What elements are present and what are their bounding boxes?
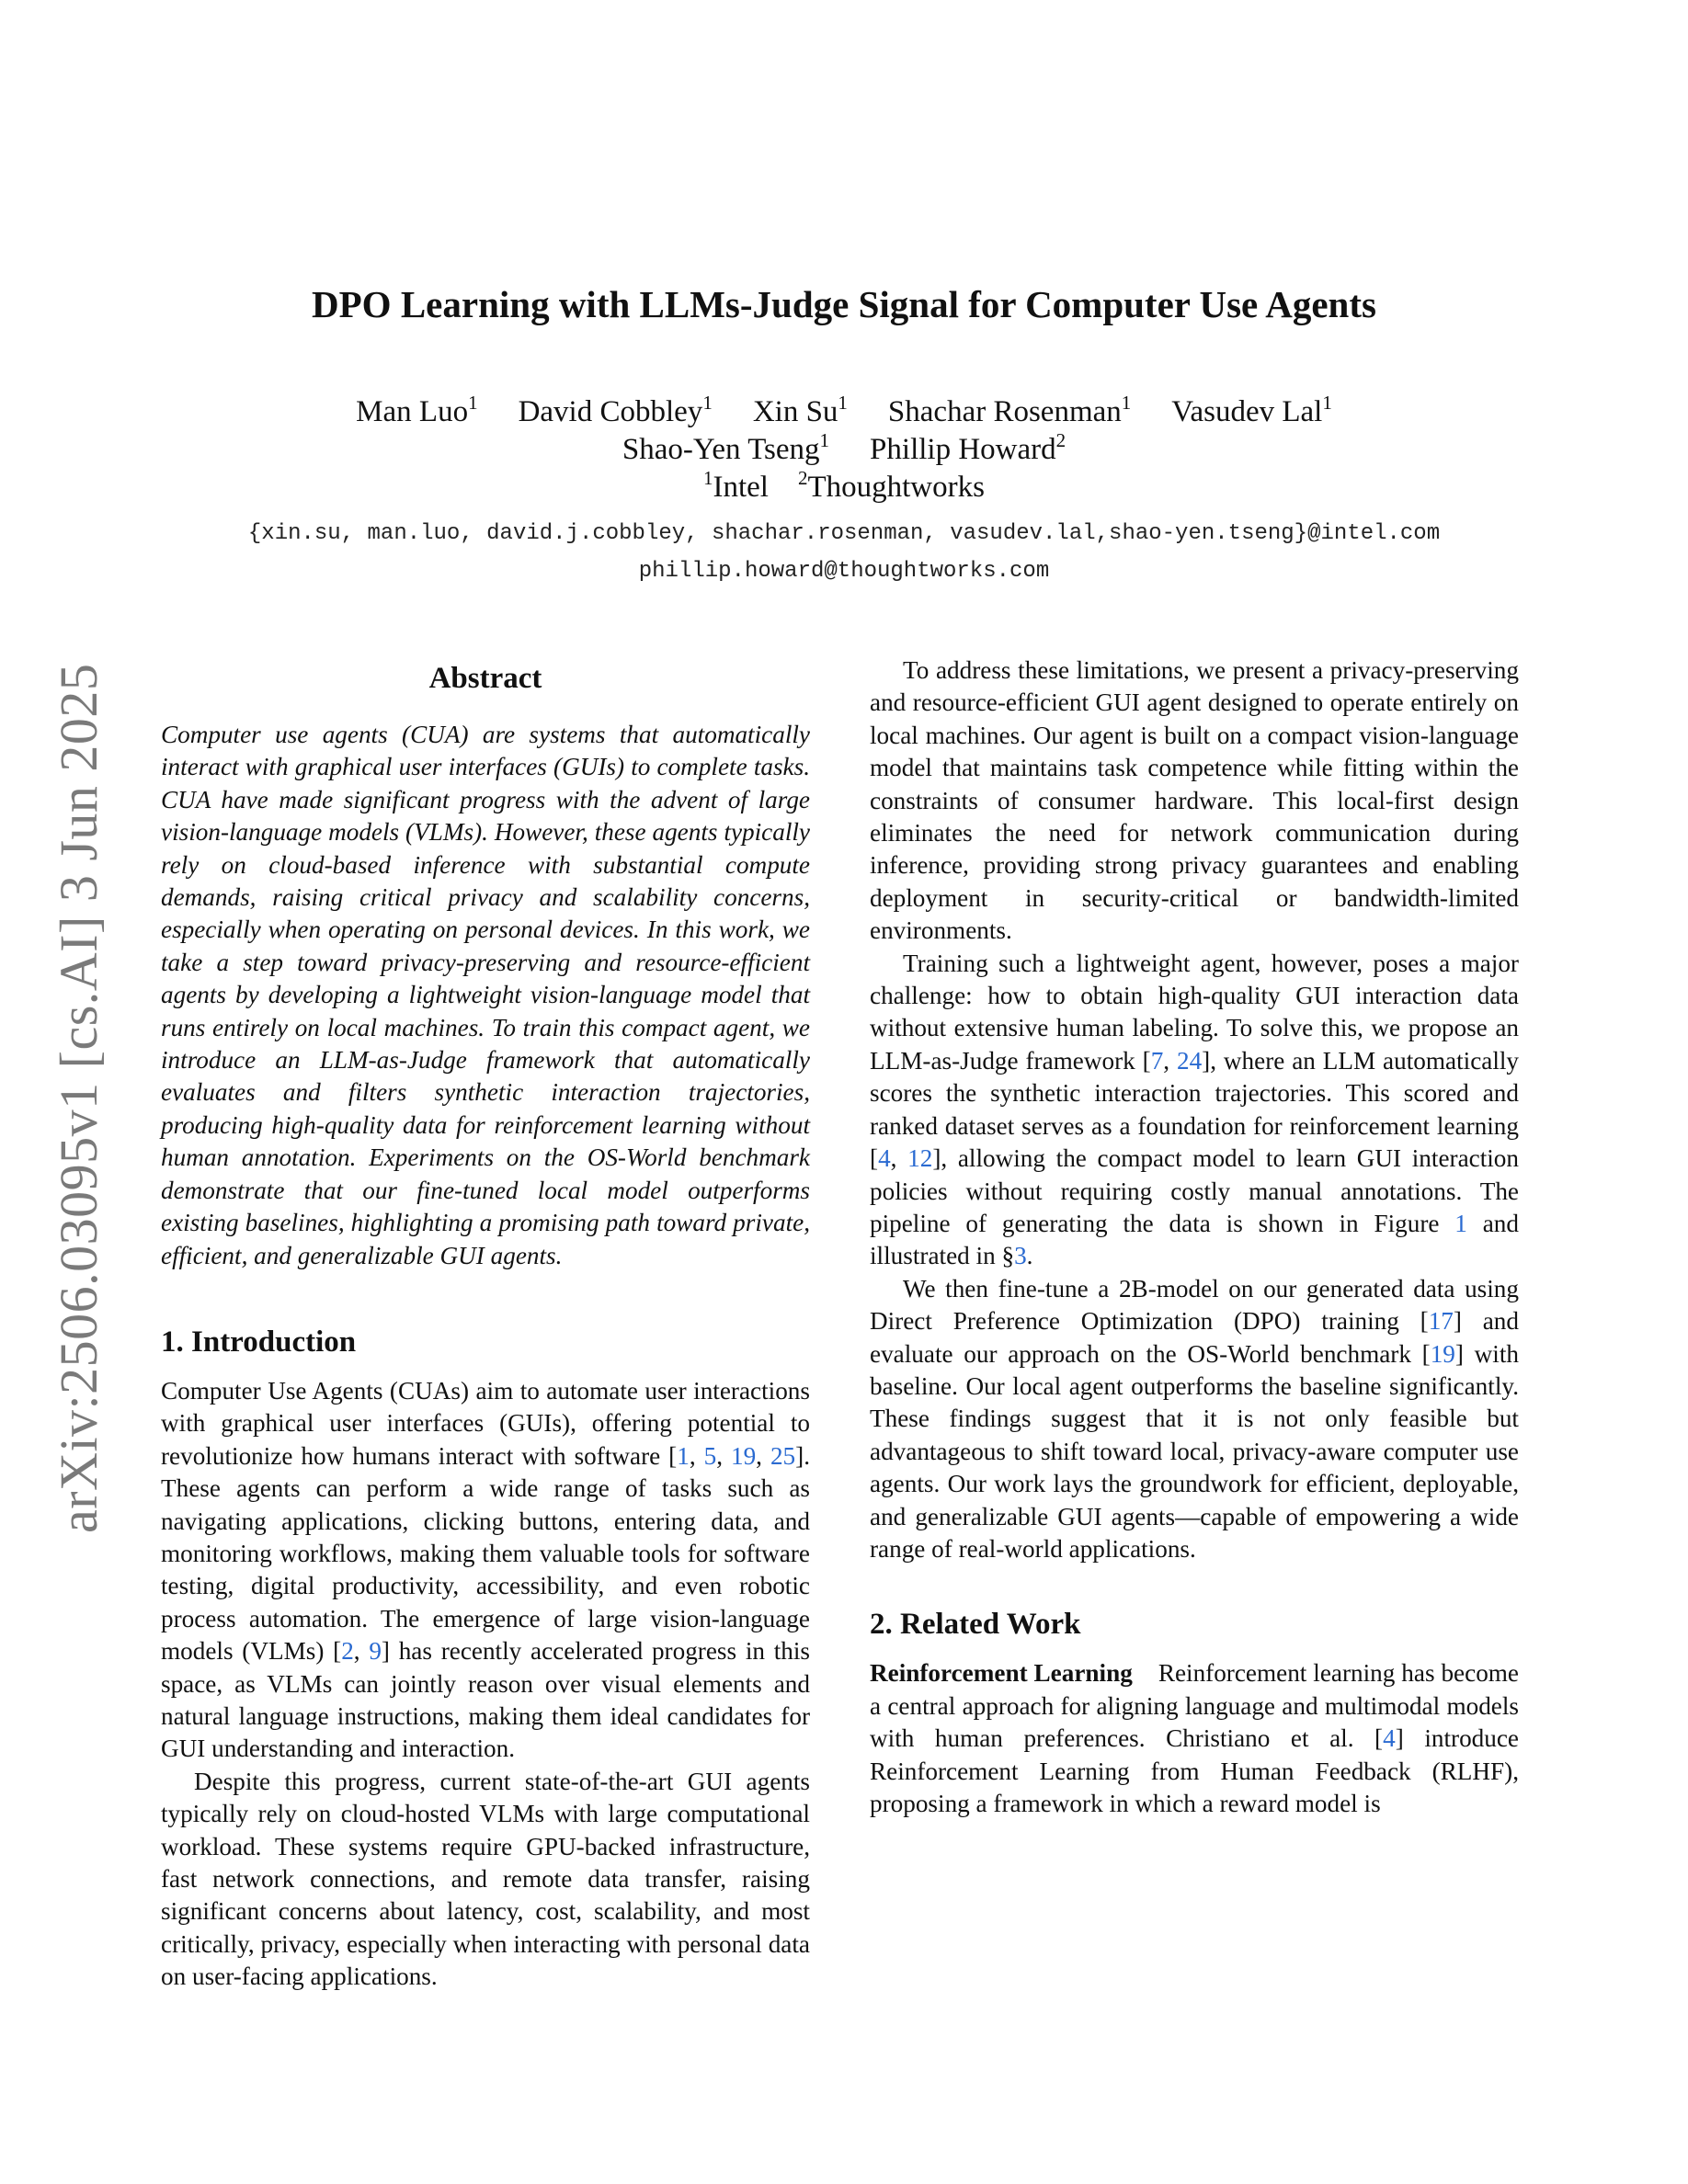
related-work-heading: 2. Related Work [870,1608,1081,1642]
author-name [1171,393,1332,431]
author-name-text: David Cobbley [518,395,703,428]
author-name [356,393,477,431]
citation-link[interactable]: 12 [907,1144,933,1173]
text-run: , [1163,1046,1177,1075]
text-run: , [716,1441,731,1470]
author-name-text: Xin Su [752,395,838,428]
author-name-text: Shachar Rosenman [887,395,1122,428]
text-run: ] introduce Reinforcement Learning from Human Feedback (RLHF), proposing a framework in which a reward model is [870,1724,1519,1817]
text-run: , [890,1144,908,1173]
introduction-heading: 1. Introduction [161,1325,357,1359]
text-run: Despite this progress, current state-of-the-art GUI agents typically rely on cloud-hosted VLMs with large computational workload. These systems require GPU-backed infrastructure, fast network connections, and remote data transfer, raising significant concerns about latency, cost, scalability, and most critically, privacy, especially when interacting with personal data on user-facing applications. [161,1767,810,1991]
affiliation-marker: 1 [819,429,830,451]
author-block [0,393,1688,506]
authors-line-2 [0,431,1688,469]
citation-link[interactable]: 17 [1428,1307,1454,1336]
authors-line-1 [0,393,1688,431]
affiliations [0,469,1688,506]
citation-link[interactable]: 4 [878,1144,891,1173]
text-run: , [353,1637,370,1666]
intro-paragraph-1 [161,1375,810,1766]
text-run: Computer Use Agents (CUAs) aim to automate user interactions with graphical user interfaces (GUIs), offering potential to revolutionize how humans interact with software [ [161,1376,810,1470]
email-thoughtworks: phillip.howard@thoughtworks.com [638,559,1050,584]
affiliation-marker: 1 [468,392,478,414]
abstract-heading: Abstract [428,662,542,695]
reinforcement-learning-runin-heading: Reinforcement Learning [870,1659,1133,1688]
text-run: Training such a lightweight agent, however, poses a major challenge: how to obtain high-quality GUI interaction data without extensive human labeling. To solve this, we propose an LLM-as-Judge framework [ [870,949,1519,1075]
author-name-text: Vasudev Lal [1171,395,1323,428]
citation-link[interactable]: 3 [1014,1242,1027,1270]
citation-link[interactable]: 9 [369,1637,382,1666]
author-name [622,431,829,469]
related-rl-paragraph [870,1657,1519,1820]
abstract-text: Computer use agents (CUA) are systems that automatically interact with graphical user interfaces (GUIs) to complete tasks. CUA have made significant progress with the advent of large vision-language models (VLMs). However, these agents typically rely on cloud-based inference with substantial compute demands, raising critical privacy and scalability concerns, especially when operating on personal devices. In this work, we take a step toward privacy-preserving and resource-efficient agents by developing a lightweight vision-language model that runs entirely on local machines. To train this compact agent, we introduce an LLM-as-Judge framework that automatically evaluates and filters synthetic interaction trajectories, producing high-quality data for reinforcement learning without human annotation. Experiments on the OS-World benchmark demonstrate that our fine-tuned local model outperforms existing baselines, highlighting a promising path toward private, efficient, and generalizable GUI agents. [161,721,810,1269]
intro-paragraph-4 [870,948,1519,1273]
author-name [519,393,713,431]
affiliation-marker: 1 [1121,392,1132,414]
text-run: ] has recently accelerated progress in this space, as VLMs can jointly reason over visual elements and natural language instructions, making them ideal candidates for GUI understanding and interaction. [161,1637,810,1763]
text-run: Reinforcement learning has become a central approach for aligning language and multimodal models with human preferences. Christiano et al. [ [870,1659,1520,1753]
affiliation [703,469,769,506]
author-name [870,431,1066,469]
affiliation-marker: 1 [1322,392,1332,414]
author-name-text: Phillip Howard [870,433,1056,466]
affiliation-marker: 1 [838,392,848,414]
affiliation-marker: 1 [702,392,713,414]
author-name-text: Shao-Yen Tseng [622,433,820,466]
intro-paragraph-3 [870,654,1519,948]
citation-link[interactable]: 7 [1150,1046,1164,1075]
citation-link[interactable]: 5 [703,1441,717,1470]
right-column [870,654,1519,1820]
text-run: ], allowing the compact model to learn GUI interaction policies without requiring costly manual annotations. The pipeline of generating the data is shown in Figure [870,1144,1519,1237]
text-run: , [689,1441,704,1470]
text-run: ]. These agents can perform a wide range of tasks such as navigating applications, clicking buttons, entering data, and monitoring workflows, making them valuable tools for software testing, digital productivity, accessibility, and even robotic process automation. The emergence of large vision-language models (VLMs) [ [161,1441,810,1666]
intro-paragraph-5 [870,1273,1519,1566]
text-run: ] with baseline. Our local agent outperforms the baseline significantly. These findings suggest that it is not only feasible but advantageous to shift toward local, privacy-aware computer use agents. Our work lays the groundwork for efficient, deployable, and generalizable GUI agents—capable of empowering a wide range of real-world applications. [870,1339,1519,1563]
citation-link[interactable]: 19 [730,1441,757,1470]
author-name [888,393,1131,431]
citation-link[interactable]: 19 [1430,1339,1455,1368]
affiliation-name: Intel [713,471,769,504]
text-run: , [756,1441,770,1470]
left-column [161,654,810,1994]
citation-link[interactable]: 25 [770,1441,796,1470]
affiliation-marker: 2 [797,467,808,489]
citation-link[interactable]: 1 [1454,1209,1467,1237]
text-run: and illustrated in § [870,1209,1519,1270]
affiliation-name: Thoughtworks [807,471,985,504]
arxiv-identifier: arXiv:2506.03095v1 [cs.AI] 3 Jun 2025 [49,663,108,1533]
email-intel: {xin.su, man.luo, david.j.cobbley, shachar.rosenman, vasudev.lal,shao-yen.tseng}@intel.com [247,521,1441,546]
text-run: ], where an LLM automatically scores the synthetic interaction trajectories. This scored and ranked dataset serves as a foundation for reinforcement learning [ [870,1046,1520,1173]
author-name-text: Man Luo [356,395,469,428]
text-run: . [1026,1242,1033,1270]
paper-title: DPO Learning with LLMs-Judge Signal for Computer Use Agents [312,283,1376,325]
text-run: We then fine-tune a 2B-model on our generated data using Direct Preference Optimization (DPO) training [ [870,1274,1519,1336]
citation-link[interactable]: 2 [341,1637,354,1666]
citation-link[interactable]: 24 [1176,1046,1203,1075]
citation-link[interactable]: 4 [1383,1724,1396,1753]
text-run: ] and evaluate our approach on the OS-World benchmark [ [870,1307,1519,1368]
text-run: To address these limitations, we present a privacy-preserving and resource-efficient GUI agent designed to operate entirely on local machines. Our agent is built on a compact vision-language model that maintains task competence while fitting within the constraints of consumer hardware. This local-first design eliminates the need for network communication during inference, providing strong privacy guarantees and enabling deployment in security-critical or bandwidth-limited environments. [870,656,1519,945]
affiliation [798,469,985,506]
intro-paragraph-2 [161,1766,810,1994]
affiliation-marker: 1 [703,467,713,489]
citation-link[interactable]: 1 [677,1441,690,1470]
affiliation-marker: 2 [1055,429,1066,451]
email-block [0,515,1688,590]
author-name [753,393,848,431]
